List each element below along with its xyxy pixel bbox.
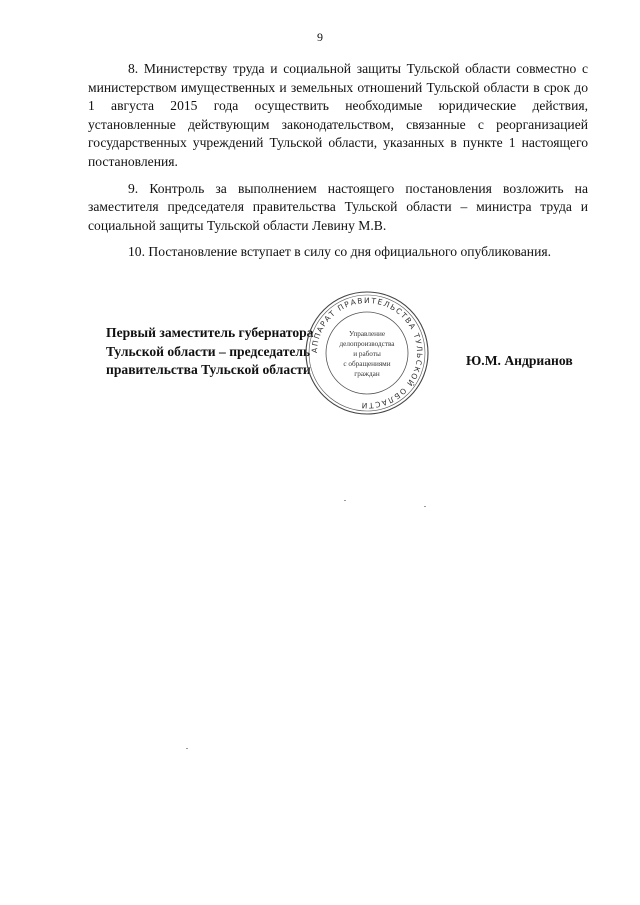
signatory-title-line: Первый заместитель губернатора — [106, 325, 314, 340]
official-seal-stamp — [302, 288, 432, 418]
scan-speck — [186, 748, 188, 749]
paragraph-8: 8. Министерству труда и социальной защиты Тульской области совместно с министерством имущественных и земельных отношений Тульской области в срок до 1 августа 2015 года осуществить необходимые юридические действия, установленные действующим законодательством, связанные с реорганизацией государственных учреждений Тульской области, указанных в пункте 1 настоящего постановления. — [88, 61, 588, 169]
paragraph-10: 10. Постановление вступает в силу со дня официального опубликования. — [128, 244, 551, 260]
paragraph-9: 9. Контроль за выполнением настоящего постановления возложить на заместителя председателя правительства Тульской области – министра труда и социальной защиты Тульской области Левину М.В. — [88, 180, 588, 233]
seal-center-line: граждан — [354, 370, 380, 378]
seal-center-line: делопроизводства — [339, 340, 395, 348]
seal-center-line: и работы — [353, 350, 381, 358]
seal-center-line: Управление — [348, 330, 386, 338]
page-number: 9 — [317, 30, 323, 44]
scan-speck — [344, 500, 346, 501]
signatory-name: Ю.М. Андрианов — [466, 353, 573, 368]
document-body — [88, 60, 588, 262]
signatory-title-line: правительства Тульской области — [106, 362, 311, 377]
seal-ring-text: АППАРАТ ПРАВИТЕЛЬСТВА ТУЛЬСКОЙ ОБЛАСТИ — [309, 295, 425, 411]
seal-graphic — [302, 288, 432, 418]
signatory-title-line: Тульской области – председатель — [106, 343, 311, 359]
seal-center-line: с обращениями — [343, 360, 391, 368]
scan-speck — [424, 506, 426, 507]
